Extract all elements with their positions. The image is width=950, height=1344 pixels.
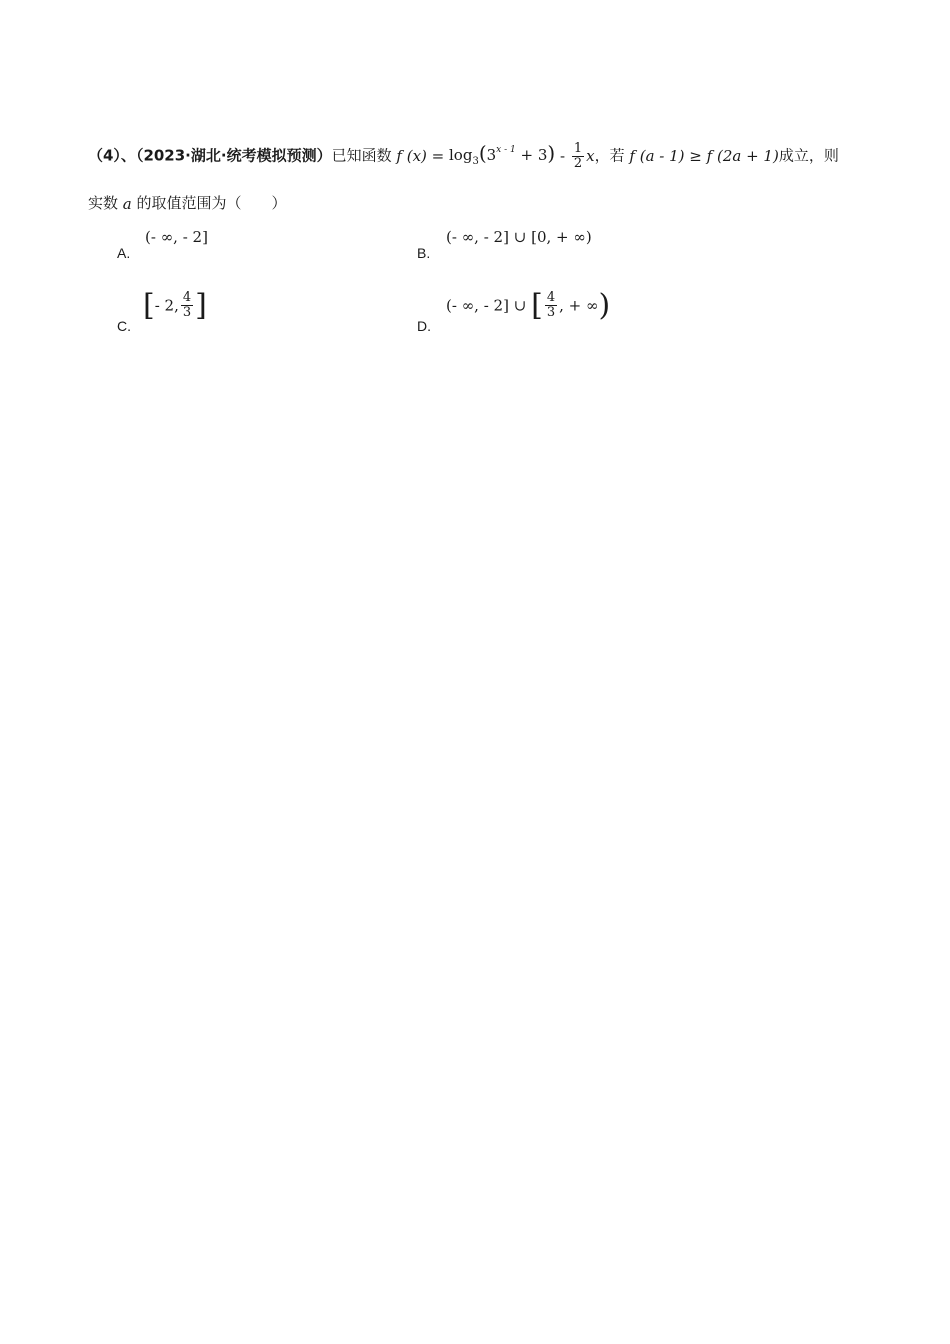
log-base: 3 [472,156,479,167]
exp-power: x - 1 [496,145,516,155]
option-b-expression[interactable] [446,228,592,246]
option-c-denominator: 3 [182,305,192,320]
minus-sign: - [560,147,566,165]
option-d-letter[interactable]: D. [417,318,431,334]
option-c-letter[interactable]: C. [117,318,131,334]
var-x: x [586,147,595,165]
fraction-numerator: 1 [573,140,583,156]
log-text: log [449,146,473,164]
question-source: （2023·湖北·统考模拟预测） [135,146,332,165]
option-c-numerator: 4 [182,290,192,305]
fraction-denominator: 2 [573,155,583,171]
union-symbol: ∪ [513,296,527,315]
tail-text: 成立，则 [778,146,839,165]
log-expression: $\log_3(3^{x - 1} + 3)$ [449,141,556,167]
question-intro: 已知函数 [331,146,392,165]
inequality-expression: f (a - 1) ≥ f (2a + 1) [629,147,779,165]
option-d-left-bracket: [ [531,288,543,323]
function-lhs: f (x) = [396,147,445,165]
question-number: （4）、 [88,146,136,165]
option-b-part1: (- ∞, - 2] [446,228,509,246]
question-line-1 [88,130,868,170]
option-d-numerator: 4 [546,290,556,305]
option-b-part2: [0, + ∞) [531,228,592,246]
option-c-fraction [181,291,193,320]
option-c-prefix: - 2, [154,296,179,315]
line2-suffix: 的取值范围为（ ） [136,194,287,212]
option-d-right-paren: ) [598,288,611,323]
option-b-letter[interactable]: B. [417,245,431,261]
half-fraction [572,142,584,171]
question-line-2 [88,190,287,217]
line2-variable: a [122,194,132,213]
option-c-left-bracket: [ [143,288,155,323]
line2-prefix: 实数 [88,194,119,212]
option-d-suffix: , + ∞ [559,296,599,315]
option-d-expression[interactable] [446,288,610,323]
exp-base: 3 [486,146,497,164]
plus-three: + 3 [520,146,548,164]
union-symbol: ∪ [513,228,527,246]
comma-if-text: ，若 [594,146,625,165]
option-d-part1: (- ∞, - 2] [446,296,509,315]
option-d-denominator: 3 [546,305,556,320]
option-a-expression[interactable]: (- ∞, - 2] [145,228,208,246]
option-d-fraction [545,291,557,320]
option-c-expression[interactable] [143,288,207,323]
option-c-right-bracket: ] [195,288,207,323]
option-a-letter[interactable]: A. [117,245,131,261]
